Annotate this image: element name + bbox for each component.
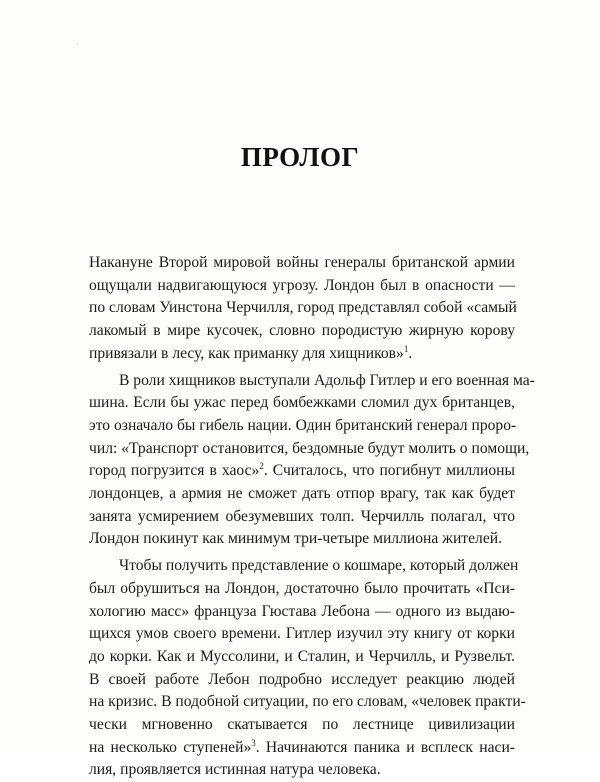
- text-line: [89, 737, 515, 760]
- footnote-ref: 1: [403, 343, 409, 354]
- text-line: занята усмирением обезумевших толп. Черчилль полагал, что: [89, 507, 515, 525]
- text-line: привязали в лесу, как приманку для хищников»$^1$.: [89, 343, 413, 362]
- text-line: хологию масс» француза Гюстава Лебона — одного из выдаю-: [89, 602, 515, 620]
- text-line: это означало бы гибель нации. Один британский генерал проро-: [89, 416, 517, 434]
- text-line: лондонцев, а армия не сможет дать отпор врагу, так как будет: [89, 485, 515, 503]
- text-line: до корки. Как и Муссолини, и Сталин, и Черчилль, и Рузвельт.: [89, 647, 515, 665]
- text-fragment: привязали в лесу, как приманку для хищников»: [89, 344, 404, 362]
- chapter-title: ПРОЛОГ: [240, 142, 360, 172]
- text-line: лия, проявляется истинная натура человека.: [89, 761, 381, 779]
- text-line: В роли хищников выступали Адольф Гитлер и его военная ма-: [119, 371, 535, 389]
- text-line: Чтобы получить представление о кошмаре, который должен: [119, 557, 519, 575]
- text-line: Лондон покинут как минимум три-четыре миллиона жителей.: [89, 530, 502, 548]
- text-line: был обрушиться на Лондон, достаточно было прочитать «Пси-: [89, 579, 515, 597]
- text-line: на кризис. В подобной ситуации, по его словам, «человек практи-: [89, 693, 526, 711]
- text-fragment: . Считалось, что погибнут миллионы: [263, 462, 515, 480]
- text-line: по словам Уинстона Черчилля, город представлял собой «самый: [89, 299, 517, 317]
- footnote-ref: 2: [259, 461, 264, 472]
- text-line: шина. Если бы ужас перед бомбежками сломил дух британцев,: [89, 394, 515, 412]
- text-line: чески мгновенно скатывается по лестнице цивилизации: [89, 716, 515, 734]
- footnote-ref: 3: [251, 737, 256, 748]
- text-line: лакомый в мире кусочек, словно породистую жирную корову: [89, 322, 515, 340]
- text-line: В своей работе Лебон подробно исследует реакцию людей: [89, 670, 515, 688]
- text-fragment: на несколько ступеней»: [89, 738, 252, 756]
- chapter-body: [89, 252, 535, 782]
- text-fragment: . Начинаются паника и всплеск наси-: [255, 738, 515, 756]
- text-line: щихся умов своего времени. Гитлер изучил эту книгу от корки: [89, 625, 515, 643]
- page-mark: [77, 44, 78, 45]
- text-line: ощущали надвигающуюся угрозу. Лондон был в опасности —: [89, 276, 515, 294]
- text-fragment: город погрузится в хаос»: [89, 462, 260, 480]
- text-line: чил: «Транспорт остановится, бездомные будут молить о помощи,: [89, 439, 530, 457]
- text-line: [89, 460, 515, 483]
- text-line: Накануне Второй мировой войны генералы британской армии: [89, 254, 515, 271]
